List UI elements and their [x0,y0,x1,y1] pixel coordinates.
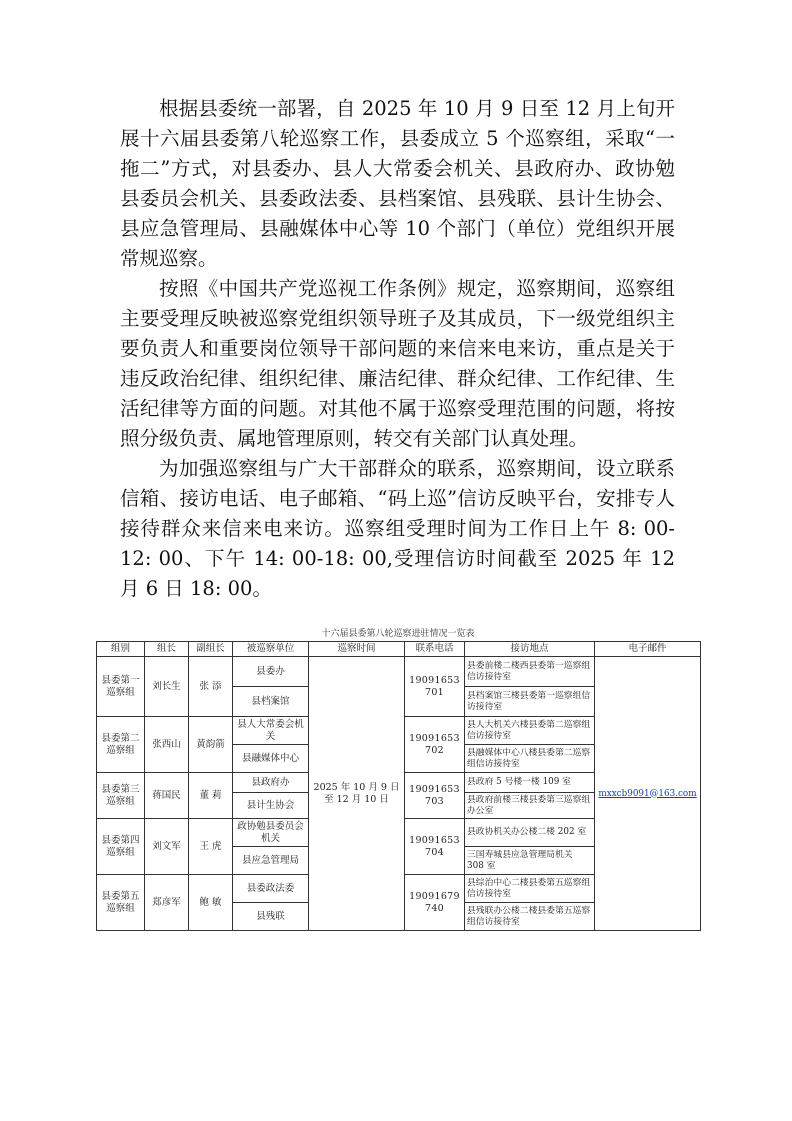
header-period: 巡察时间 [309,642,405,657]
group-name: 县委第三巡察组 [97,773,145,819]
group-leader: 郑彦军 [145,875,189,931]
visit-address: 县人大机关六楼县委第二巡察组信访接待室 [465,717,595,745]
inspected-unit: 县应急管理局 [233,847,309,875]
inspection-table [96,641,701,931]
inspected-unit: 政协勉县委员会机关 [233,819,309,847]
paragraph-2: 按照《中国共产党巡视工作条例》规定，巡察期间，巡察组主要受理反映被巡察党组织领导班子及其成员，下一级党组织主要负责人和重要岗位领导干部问题的来信来电来访，重点是关于违反政治纪律、组织纪律、廉洁纪律、群众纪律、工作纪律、生活纪律等方面的问题。对其他不属于巡察受理范围的问题，将按照分级负责、属地管理原则，转交有关部门认真处理。 [120,277,675,450]
body-text [120,94,675,604]
inspected-unit: 县融媒体中心 [233,745,309,773]
table-title: 十六届县委第八轮巡察进驻情况一览表 [321,629,475,639]
visit-address: 县档案馆三楼县委第一巡察组信访接待室 [465,687,595,717]
contact-phone: 19091653704 [405,819,465,875]
inspected-unit: 县档案馆 [233,687,309,717]
visit-address: 县残联办公楼二楼县委第五巡察组信访接待室 [465,903,595,931]
contact-phone: 19091679740 [405,875,465,931]
inspected-unit: 县计生协会 [233,793,309,819]
group-name: 县委第五巡察组 [97,875,145,931]
header-group: 组别 [97,642,145,657]
header-leader: 组长 [145,642,189,657]
contact-phone: 19091653702 [405,717,465,773]
visit-address: 县政协机关办公楼二楼 202 室 [465,819,595,847]
group-name: 县委第四巡察组 [97,819,145,875]
group-leader: 刘文军 [145,819,189,875]
contact-email[interactable]: mxxcb9091@163.com [595,657,701,931]
visit-address: 三国寿城县应急管理局机关 308 室 [465,847,595,875]
contact-phone: 19091653701 [405,657,465,717]
group-name: 县委第一巡察组 [97,657,145,717]
paragraph-1: 根据县委统一部署，自 2025 年 10 月 9 日至 12 月上旬开展十六届县委第八轮巡察工作，县委成立 5 个巡察组，采取“一拖二”方式，对县委办、县人大常委会机关、县政府办、政协勉县委员会机关、县委政法委、县档案馆、县残联、县计生协会、县应急管理局、县融媒体中心等 10 个部门（单位）党组织开展常规巡察。 [120,97,675,270]
paragraph-3: 为加强巡察组与广大干部群众的联系，巡察期间，设立联系信箱、接访电话、电子邮箱、“码上巡”信访反映平台，安排专人接待群众来信来电来访。巡察组受理时间为工作日上午 8: 00-12: 00、下午 14: 00-18: 00,受理信访时间截至 2025 年 12 月 6 日 18: 00。 [120,457,675,600]
visit-address: 县政府 5 号楼一楼 109 室 [465,773,595,793]
group-leader: 刘长生 [145,657,189,717]
inspected-unit: 县残联 [233,903,309,931]
table-header-row [97,642,701,657]
table-row [97,657,701,687]
inspected-unit: 县委政法委 [233,875,309,903]
header-email: 电子邮件 [595,642,701,657]
visit-address: 县政府前楼三楼县委第三巡察组办公室 [465,793,595,819]
group-deputy: 鲍 敏 [189,875,233,931]
visit-address: 县综治中心二楼县委第五巡察组信访接待室 [465,875,595,903]
group-leader: 张西山 [145,717,189,773]
visit-address: 县委前楼二楼西县委第一巡察组信访接待室 [465,657,595,687]
group-leader: 蒋国民 [145,773,189,819]
header-deputy: 副组长 [189,642,233,657]
inspected-unit: 县委办 [233,657,309,687]
header-phone: 联系电话 [405,642,465,657]
visit-address: 县融媒体中心八楼县委第二巡察组信访接待室 [465,745,595,773]
group-deputy: 黄韵箭 [189,717,233,773]
inspected-unit: 县人大常委会机关 [233,717,309,745]
group-deputy: 张 添 [189,657,233,717]
header-unit: 被巡察单位 [233,642,309,657]
group-name: 县委第二巡察组 [97,717,145,773]
group-deputy: 王 虎 [189,819,233,875]
group-deputy: 董 莉 [189,773,233,819]
header-address: 接访地点 [465,642,595,657]
contact-phone: 19091653703 [405,773,465,819]
inspected-unit: 县政府办 [233,773,309,793]
inspection-period: 2025 年 10 月 9 日至 12 月 10 日 [309,657,405,931]
